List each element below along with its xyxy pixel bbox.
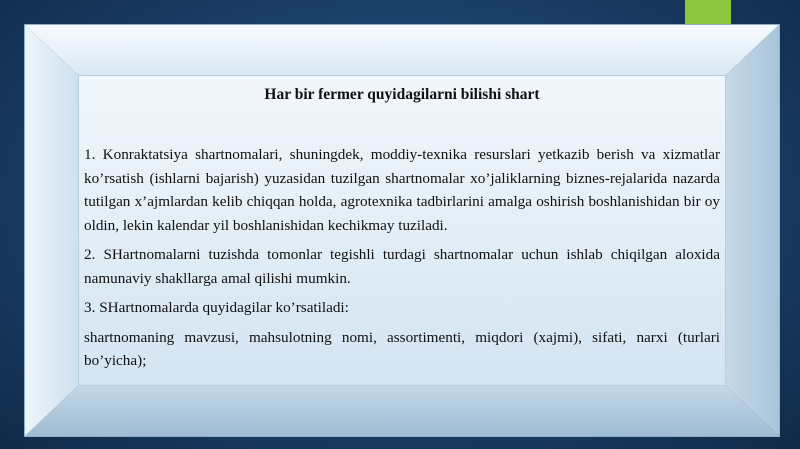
slide-title: Har bir fermer quyidagilarni bilishi shart	[264, 86, 540, 103]
paragraph-4: shartnomaning mavzusi, mahsulotning nomi, assortimenti, miqdori (xajmi), sifati, narxi (turlari bo’yicha);	[84, 328, 720, 369]
paragraph-1: 1. Konraktatsiya shartnomalari, shuningdek, moddiy-texnika resurslari yetkazib berish va xizmatlar ko’rsatish (ishlarni bajarish) yuzasidan tuzilgan shartnomalar xo’jaliklarning biznes-rejalarida nazarda tutilgan x’ajmlardan kelib chiqqan holda, agrotexnika tadbirlarini amalga oshirish boshlanishidan bir oy oldin, lekin kalendar yil boshlanishidan kechikmay tuziladi.	[84, 146, 720, 234]
paragraph-2: 2. SHartnomalarni tuzishda tomonlar tegishli turdagi shartnomalar uchun ishlab chiqilgan aloxida namunaviy shakllarga amal qilishi mumkin.	[84, 246, 720, 287]
slide-content	[78, 75, 726, 385]
paragraph-3: 3. SHartnomalarda quyidagilar ko’rsatiladi:	[84, 299, 349, 316]
accent-tab	[685, 0, 731, 26]
